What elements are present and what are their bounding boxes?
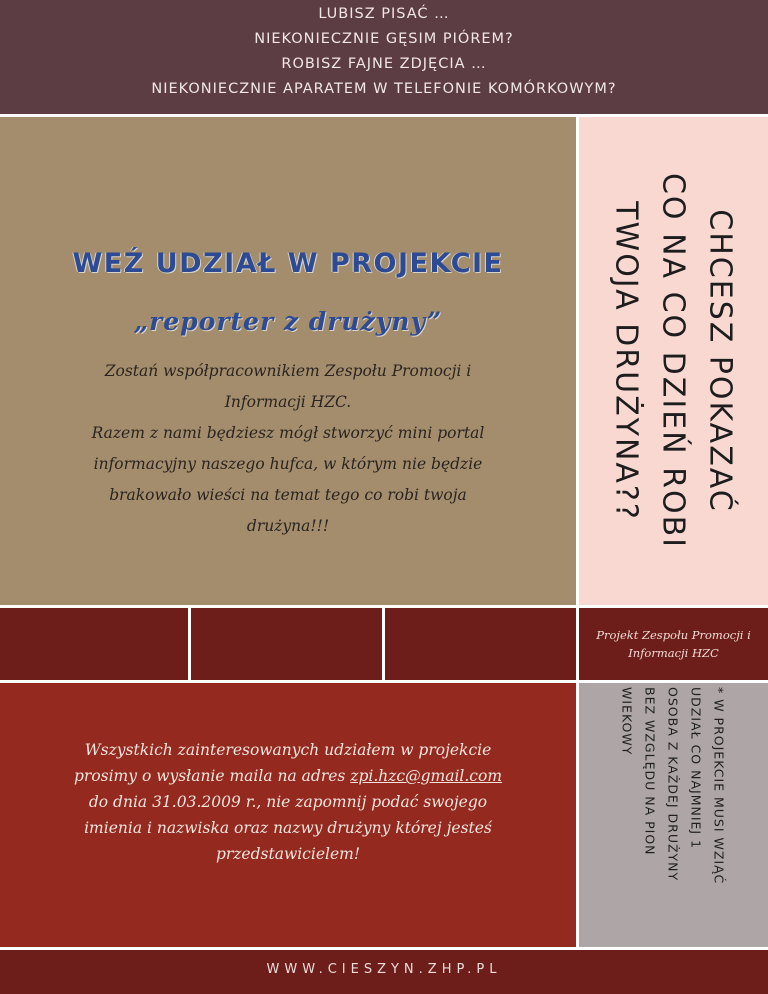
side-question [603,131,744,591]
project-description [20,356,556,542]
question-line: CO NA CO DZIEŃ ROBI [655,172,691,549]
contact-text [18,737,558,867]
strip-block [191,608,382,680]
question-line: CHCESZ POKAZAĆ [702,209,738,513]
project-label-block [579,608,768,680]
header-line-1: LUBISZ PISAĆ … [318,6,450,22]
question-panel [579,117,768,605]
contact-line: do dnia 31.03.2009 r., nie zapomnij podać swojego [88,793,488,811]
participation-note [616,687,731,943]
project-name: „reporter z drużyny” [133,307,443,336]
note-line: UDZIAŁ CO NAJMNIEJ 1 [688,687,704,850]
footer [0,950,768,994]
header-line-3: ROBISZ FAJNE ZDJĘCIA … [281,56,487,72]
note-panel [579,683,768,947]
top-banner [0,0,768,114]
email-link[interactable]: zpi.hzc@gmail.com [350,767,503,785]
strip-block [385,608,576,680]
contact-line-text: prosimy o wysłanie maila na adres [73,767,351,785]
contact-line: imienia i nazwiska oraz nazwy drużyny której jesteś [84,819,492,837]
note-line: WIEKOWY [619,687,635,756]
description-line: Zostań współpracownikiem Zespołu Promocji i [104,362,472,380]
contact-panel [0,683,576,947]
header-line-4: NIEKONIECZNIE APARATEM W TELEFONIE KOMÓRKOWYM? [151,81,617,97]
note-line: OSOBA Z KAŻDEJ DRUŻYNY [665,687,681,882]
description-line: drużyna!!! [246,517,330,535]
question-line: TWOJA DRUŻYNA?? [608,201,644,521]
project-label-line: Projekt Zespołu Promocji i [596,628,751,642]
contact-line [18,763,558,789]
note-line: * W PROJEKCIE MUSI WZIĄĆ [711,687,727,885]
description-line: brakowało wieści na temat tego co robi twoja [109,486,467,504]
description-line: Informacji HZC. [224,393,352,411]
note-line: BEZ WZGLĘDU NA PION [642,687,658,856]
project-label [579,626,768,662]
project-label-line: Informacji HZC [628,646,719,660]
header-line-2: NIEKONIECZNIE GĘSIM PIÓREM? [254,31,514,47]
description-line: Razem z nami będziesz mógł stworzyć mini portal [91,424,485,442]
contact-line: przedstawicielem! [215,845,361,863]
contact-line: Wszystkich zainteresowanych udziałem w projekcie [84,741,492,759]
project-heading: WEŹ UDZIAŁ W PROJEKCIE [72,248,504,279]
description-line: informacyjny naszego hufca, w którym nie będzie [93,455,483,473]
website-link[interactable]: WWW.CIESZYN.ZHP.PL [266,962,502,977]
strip-block [0,608,188,680]
